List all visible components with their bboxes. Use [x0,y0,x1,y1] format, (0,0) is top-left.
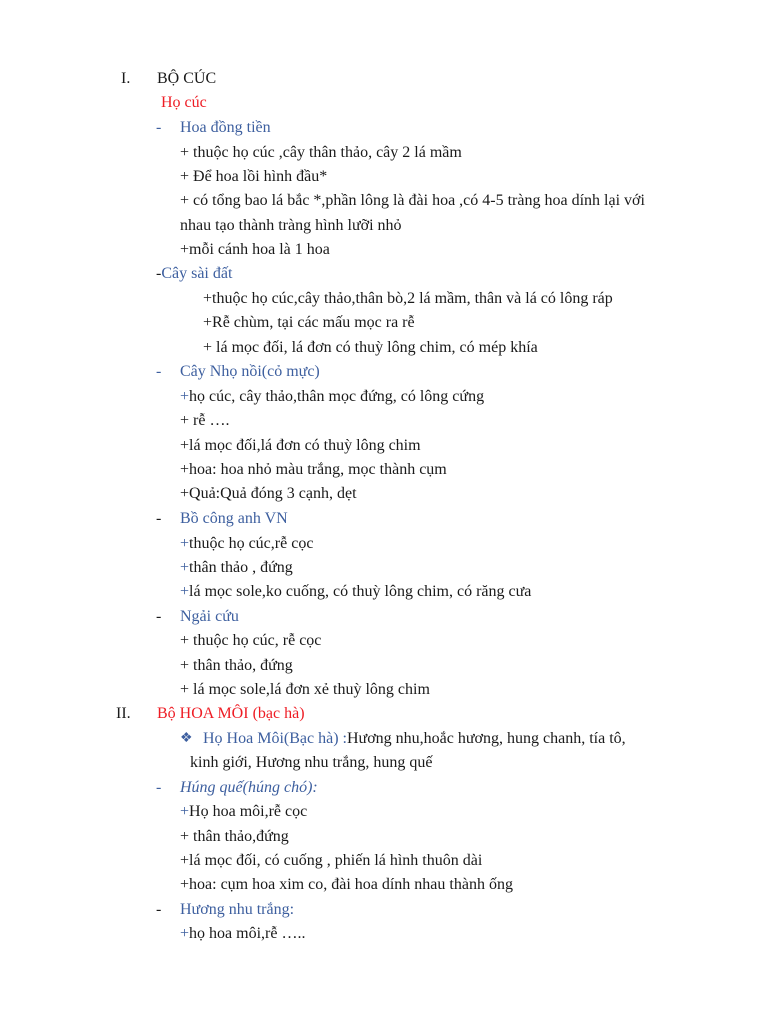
dash-marker: - [156,265,162,282]
subheading-label: Bồ công anh VN [180,510,288,527]
detail-line: + lá mọc sole,lá đơn xẻ thuỳ lông chim [180,681,430,698]
plus-marker: + [180,559,190,576]
detail-text: họ cúc, cây thảo,thân mọc đứng, có lông cứng [189,388,485,405]
subheading-label: Cây sài đất [161,265,233,282]
subheading-label: Hương nhu trắng: [180,901,295,918]
plus-marker: + [180,803,190,820]
dash-marker: - [156,119,162,136]
detail-line: +hoa: cụm hoa xim co, đài hoa dính nhau thành ống [180,876,513,893]
detail-line: +hoa: hoa nhỏ màu trắng, mọc thành cụm [180,461,447,478]
section-1-number: I. [121,70,131,87]
subheading-label: Húng quế(húng chó): [180,779,318,796]
detail-text: thân thảo , đứng [189,559,293,576]
detail-line: kinh giới, Hương nhu trắng, hung quế [190,754,433,771]
subheading-label: Ngải cứu [180,608,239,625]
plus-marker: + [180,583,190,600]
plus-marker: + [180,388,190,405]
detail-line: +Rễ chùm, tại các mấu mọc ra rễ [203,314,415,331]
family-label-cuc: Họ cúc [161,94,207,111]
section-2-title: Bộ HOA MÔI (bạc hà) [157,705,305,722]
detail-line [180,580,531,604]
detail-line [180,532,313,556]
detail-line [180,556,293,580]
detail-text: thuộc họ cúc,rễ cọc [189,535,314,552]
detail-line: +thuộc họ cúc,cây thảo,thân bò,2 lá mầm, thân và lá có lông ráp [203,290,613,307]
family-members: Hương nhu,hoắc hương, hung chanh, tía tô, [346,730,626,747]
subheading-label: Cây Nhọ nồi(cỏ mực) [180,363,320,380]
detail-line [180,800,307,824]
plus-marker: + [180,925,190,942]
dash-marker: - [156,363,162,380]
detail-line: + thân thảo, đứng [180,657,293,674]
detail-line: + lá mọc đối, lá đơn có thuỳ lông chim, có mép khía [203,339,538,356]
detail-line: nhau tạo thành tràng hình lưỡi nhỏ [180,217,402,234]
detail-line: +Quả:Quả đóng 3 cạnh, dẹt [180,485,357,502]
detail-line: + thuộc họ cúc, rễ cọc [180,632,322,649]
detail-line: + có tổng bao lá bắc *,phần lông là đài hoa ,có 4-5 tràng hoa dính lại với [180,192,645,209]
detail-text: lá mọc sole,ko cuống, có thuỳ lông chim, có răng cưa [189,583,532,600]
detail-text: họ hoa môi,rễ ….. [189,925,306,942]
subheading-label: Hoa đồng tiền [180,119,271,136]
detail-line [180,922,305,946]
subheading-cay-sai-dat [156,262,232,286]
detail-line: + rễ …. [180,412,230,429]
dash-marker: - [156,779,162,796]
detail-text: Họ hoa môi,rễ cọc [189,803,308,820]
dash-marker: - [156,901,162,918]
dash-marker: - [156,510,162,527]
section-1-title: BỘ CÚC [157,70,217,87]
plus-marker: + [180,535,190,552]
section-2-number: II. [116,705,131,722]
family-label-hoa-moi: Họ Hoa Môi(Bạc hà) : [203,730,347,747]
dash-marker: - [156,608,162,625]
detail-line: +mỗi cánh hoa là 1 hoa [180,241,330,258]
detail-line: + Để hoa lồi hình đầu* [180,168,328,185]
detail-line: + thân thảo,đứng [180,828,289,845]
detail-line: +lá mọc đối,lá đơn có thuỳ lông chim [180,437,421,454]
detail-line: + thuộc họ cúc ,cây thân thảo, cây 2 lá mầm [180,144,462,161]
diamond-bullet-icon: ❖ [180,731,193,746]
detail-line: +lá mọc đối, có cuống , phiến lá hình thuôn dài [180,852,483,869]
detail-line [180,385,484,409]
